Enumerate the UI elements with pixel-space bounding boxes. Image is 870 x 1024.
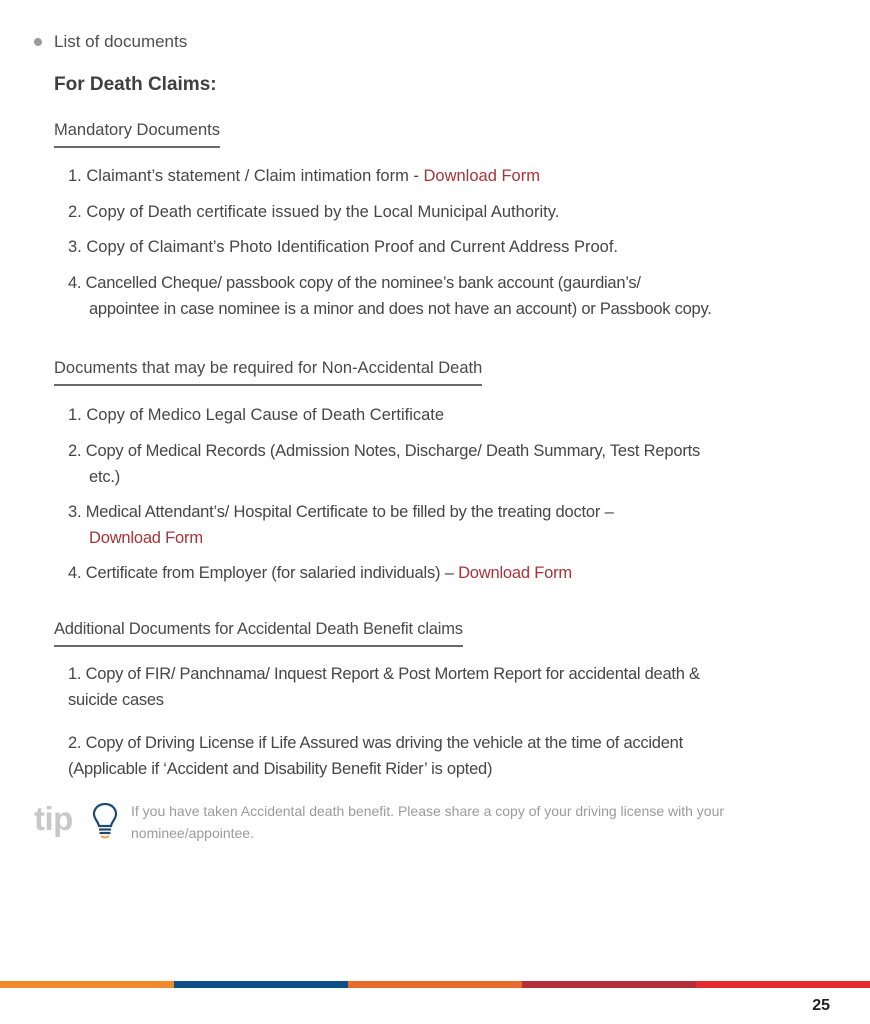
lightbulb-icon — [90, 801, 120, 841]
footer-stripe-segment — [0, 981, 174, 988]
download-form-link[interactable]: Download Form — [458, 564, 572, 582]
footer-stripe-segment — [174, 981, 348, 988]
list-item: 2. Copy of Driving License if Life Assured was driving the vehicle at the time of accident (Applicable if ‘Accident and Disability Benefit Rider’ is opted) — [68, 734, 683, 778]
section-heading-mandatory: Mandatory Documents — [54, 121, 220, 148]
section-heading-non-accidental: Documents that may be required for Non-Accidental Death — [54, 359, 482, 386]
tip-text: If you have taken Accidental death benefit. Please share a copy of your driving license with your nominee/appointee. — [131, 803, 725, 841]
download-form-link[interactable]: Download Form — [423, 167, 540, 185]
bullet-dot-icon — [34, 38, 42, 46]
list-item: 4. Certificate from Employer (for salaried individuals) – Download Form — [68, 564, 572, 582]
list-item: 2. Copy of Death certificate issued by the Local Municipal Authority. — [68, 203, 560, 221]
list-item: 2. Copy of Medical Records (Admission Notes, Discharge/ Death Summary, Test Reports etc.) — [68, 442, 701, 486]
footer-stripe-segment — [522, 981, 696, 988]
list-item: 3. Medical Attendant’s/ Hospital Certificate to be filled by the treating doctor – Download Form — [68, 503, 614, 547]
list-item: 3. Copy of Claimant’s Photo Identification Proof and Current Address Proof. — [68, 238, 619, 256]
section-heading-accidental: Additional Documents for Accidental Death Benefit claims — [54, 620, 463, 647]
list-item: 1. Claimant’s statement / Claim intimation form - Download Form — [68, 167, 540, 185]
download-form-link[interactable]: Download Form — [89, 529, 203, 547]
tip-label: tip — [34, 800, 73, 837]
list-item: 1. Copy of FIR/ Panchnama/ Inquest Report & Post Mortem Report for accidental death & suicide cases — [68, 665, 700, 709]
list-of-documents-bullet — [34, 32, 187, 52]
page-number: 25 — [812, 997, 830, 1014]
bullet-label: List of documents — [54, 32, 188, 51]
list-item: 1. Copy of Medico Legal Cause of Death Certificate — [68, 406, 445, 424]
footer-stripe-segment — [696, 981, 870, 988]
list-item: 4. Cancelled Cheque/ passbook copy of the nominee’s bank account (gaurdian’s/ appointee in case nominee is a minor and does not have an account) or Passbook copy. — [68, 274, 712, 318]
footer-stripe-segment — [348, 981, 522, 988]
page-heading: For Death Claims: — [54, 74, 217, 95]
